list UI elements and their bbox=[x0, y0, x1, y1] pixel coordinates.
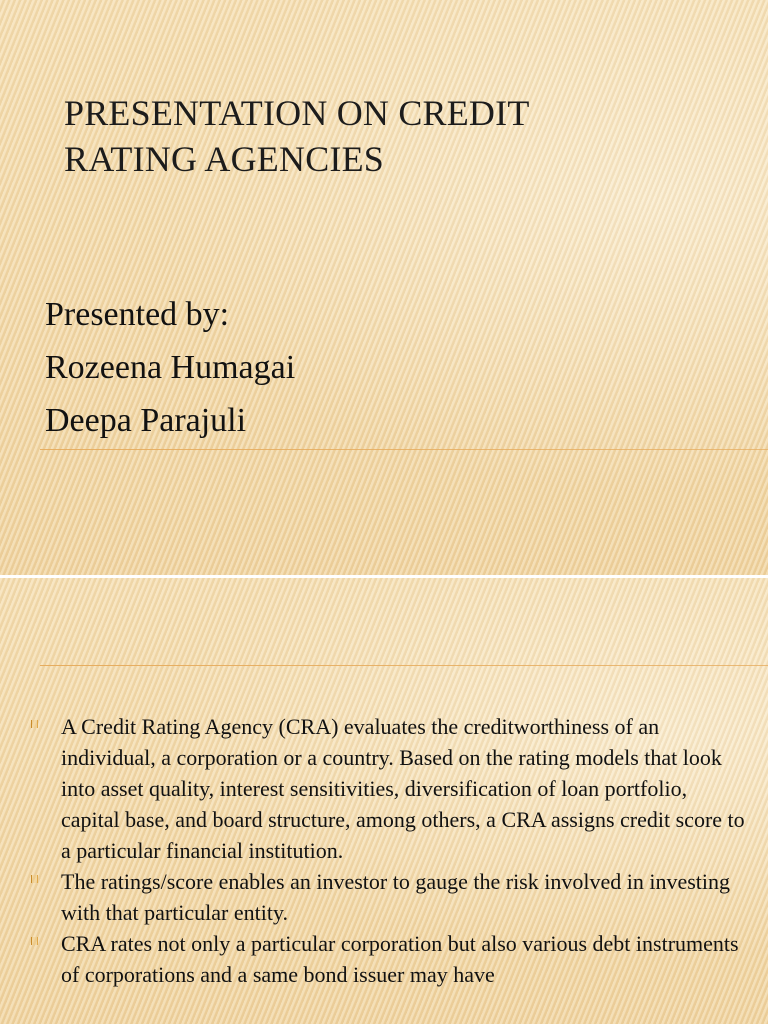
content-slide bbox=[0, 578, 768, 1024]
presenter-name-2: Deepa Parajuli bbox=[45, 402, 247, 439]
presenters-block bbox=[45, 288, 645, 447]
bullet-item bbox=[31, 711, 751, 866]
title-line-2: RATING AGENCIES bbox=[64, 139, 385, 179]
bullet-item bbox=[31, 928, 751, 990]
bullet-list bbox=[31, 711, 751, 990]
bullet-text: A Credit Rating Agency (CRA) evaluates the creditworthiness of an individual, a corporation or a country. Based on the rating models that look into asset quality, interest sensitivities, diversification of loan portfolio, capital base, and board structure, among others, a CRA assigns credit score to a particular financial institution. bbox=[61, 714, 745, 863]
slide-divider bbox=[40, 449, 768, 450]
slide-divider bbox=[40, 665, 768, 666]
bullet-marker-icon bbox=[31, 937, 38, 945]
presented-by-label: Presented by: bbox=[45, 296, 230, 333]
bullet-text: CRA rates not only a particular corporation but also various debt instruments of corporations and a same bond issuer may have bbox=[61, 931, 739, 987]
bullet-marker-icon bbox=[31, 875, 38, 883]
slide-title bbox=[64, 90, 704, 182]
bullet-text: The ratings/score enables an investor to gauge the risk involved in investing with that particular entity. bbox=[61, 869, 731, 925]
bullet-marker-icon bbox=[31, 720, 38, 728]
presenter-name-1: Rozeena Humagai bbox=[45, 349, 296, 386]
bullet-item bbox=[31, 866, 751, 928]
title-line-1: PRESENTATION ON CREDIT bbox=[64, 93, 530, 133]
